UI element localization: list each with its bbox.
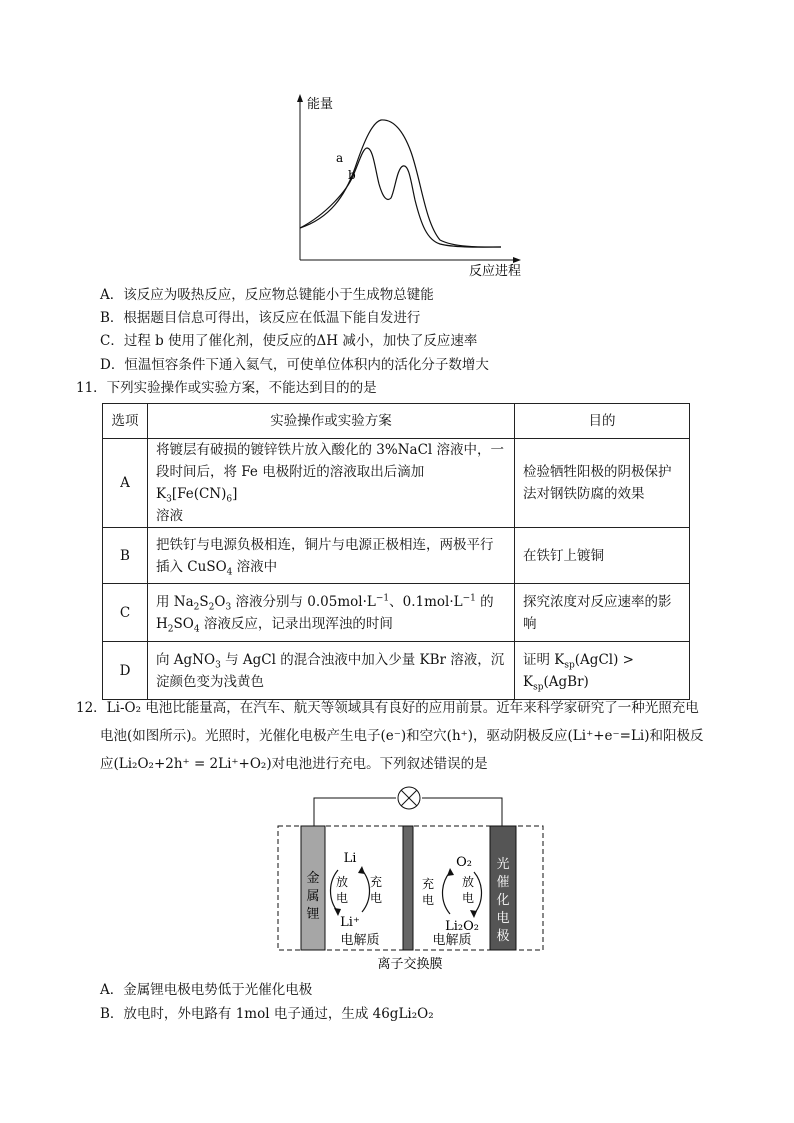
left-electrode-label: 金属锂 xyxy=(306,871,320,922)
q11-stem: 11．下列实验操作或实验方案，不能达到目的的是 xyxy=(76,380,377,396)
header-option: 选项 xyxy=(103,404,148,439)
energy-profile-diagram xyxy=(285,92,535,282)
svg-text:放电: 放电 xyxy=(461,875,475,905)
curve-b xyxy=(300,148,501,247)
q12-stem-line2: 电池(如图所示)。光照时，光催化电极产生电子(e⁻)和空穴(h⁺)，驱动阴极反应(Li⁺+e⁻=Li)和阳极反 xyxy=(100,728,704,744)
q12-option-b: B．放电时，外电路有 1mol 电子通过，生成 46gLi₂O₂ xyxy=(100,1006,434,1022)
left-top-species: Li xyxy=(343,851,357,866)
ion-exchange-membrane xyxy=(403,826,413,950)
curve-b-label: b xyxy=(348,168,356,182)
lithium-electrode xyxy=(301,826,325,950)
q10-option-a: A．该反应为吸热反应，反应物总键能小于生成物总键能 xyxy=(100,287,434,303)
y-axis-arrow xyxy=(297,94,303,102)
table-header-row xyxy=(103,404,690,439)
curve-a-label: a xyxy=(336,151,344,165)
q12-option-a: A．金属锂电极电势低于光催化电极 xyxy=(100,982,313,998)
row-goal: 探究浓度对反应速率的影 响 xyxy=(515,584,690,642)
x-axis-label: 反应进程 xyxy=(469,264,522,279)
header-operation: 实验操作或实验方案 xyxy=(148,404,515,439)
row-goal: 证明 $K_{sp}(AgCl)$ > $K_{sp}(AgBr)$ xyxy=(515,642,690,700)
left-electrolyte-label: 电解质 xyxy=(340,933,380,948)
right-electrolyte-label: 电解质 xyxy=(432,933,472,948)
left-bottom-species: Li⁺ xyxy=(340,915,360,930)
row-key: A xyxy=(103,439,148,528)
row-goal: 在铁钉上镀铜 xyxy=(515,528,690,584)
x-axis-arrow xyxy=(513,257,521,263)
row-key: D xyxy=(103,642,148,700)
svg-text:放电: 放电 xyxy=(335,875,349,905)
table-row xyxy=(103,584,690,642)
svg-text:充电: 充电 xyxy=(369,875,383,905)
svg-text:充电: 充电 xyxy=(421,877,435,907)
curve-a xyxy=(300,120,501,247)
q12-stem-line1: 12．Li-O₂ 电池比能量高，在汽车、航天等领域具有良好的应用前景。近年来科学家研究了一种光照充电 xyxy=(76,700,699,716)
q10-option-b: B．根据题目信息可得出，该反应在低温下能自发进行 xyxy=(100,310,421,326)
table-row xyxy=(103,642,690,700)
external-wire xyxy=(314,798,396,826)
row-key: C xyxy=(103,584,148,642)
row-key: B xyxy=(103,528,148,584)
li-o2-battery-diagram xyxy=(270,786,550,976)
right-electrode-label: 光催化电极 xyxy=(496,857,510,944)
y-axis-label: 能量 xyxy=(307,97,334,112)
q10-option-c: C．过程 b 使用了催化剂，使反应的ΔH 减小，加快了反应速率 xyxy=(100,333,478,349)
row-operation: 用 $Na_2S_2O_3$ 溶液分别与 $0.05mol\cdot L^{-1}$、$0.1mol\cdot L^{-1}$ 的 $H_2SO_4$ 溶液反应，记录出现浑浊的时间 xyxy=(148,584,515,642)
row-goal: 检验牺牲阳极的阴极保护 法对钢铁防腐的效果 xyxy=(515,439,690,528)
q11-table xyxy=(102,403,690,700)
row-operation: 把铁钉与电源负极相连，铜片与电源正极相连，两极平行 插入 CuSO$_4$ 溶液中 xyxy=(148,528,515,584)
right-top-species: O₂ xyxy=(456,855,472,870)
table-row xyxy=(103,439,690,528)
row-operation: 将镀层有破损的镀锌铁片放入酸化的 3%NaCl 溶液中，一 段时间后，将 Fe 电极附近的溶液取出后滴加 $K_3[Fe(CN)_6]$ 溶液 xyxy=(148,439,515,528)
table-row xyxy=(103,528,690,584)
q12-stem-line3: 应(Li₂O₂+2h⁺ = 2Li⁺+O₂)对电池进行充电。下列叙述错误的是 xyxy=(100,756,488,772)
header-goal: 目的 xyxy=(515,404,690,439)
right-bottom-species: Li₂O₂ xyxy=(445,919,479,934)
row-operation: 向 AgNO$_3$ 与 AgCl 的混合浊液中加入少量 KBr 溶液，沉 淀颜色变为浅黄色 xyxy=(148,642,515,700)
membrane-label: 离子交换膜 xyxy=(377,957,443,972)
q10-option-d: D．恒温恒容条件下通入氦气，可使单位体积内的活化分子数增大 xyxy=(100,357,489,373)
